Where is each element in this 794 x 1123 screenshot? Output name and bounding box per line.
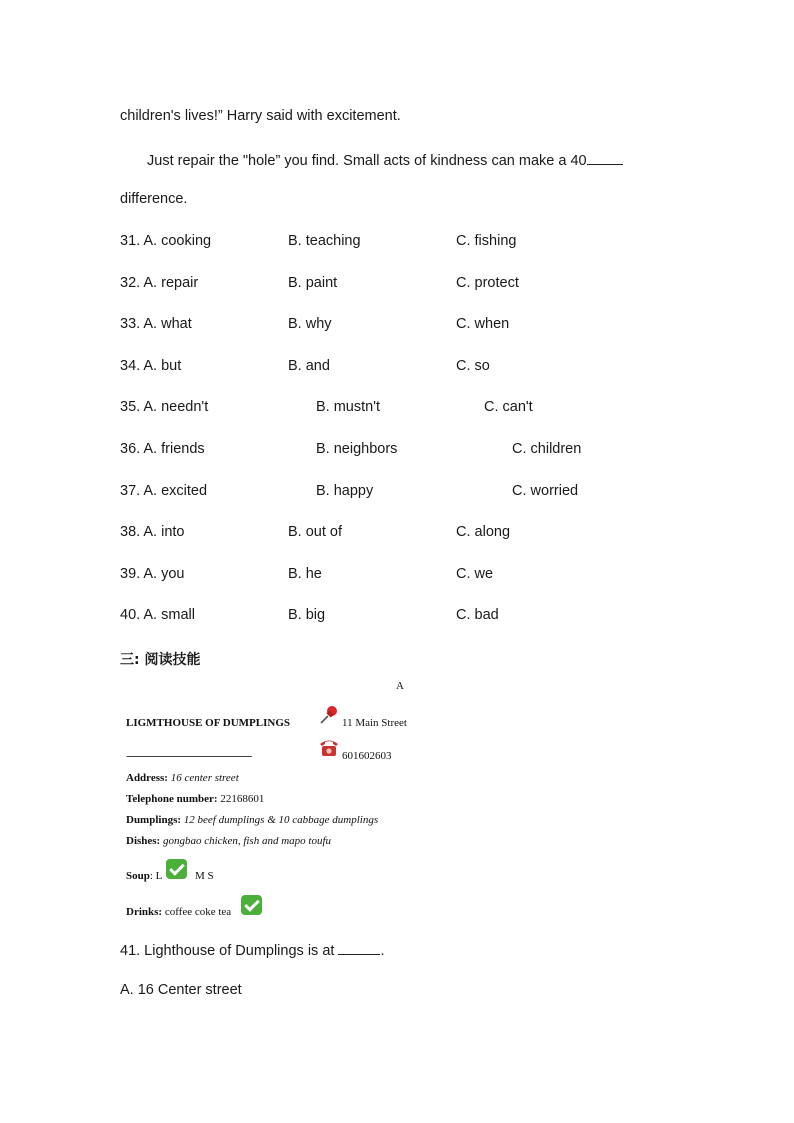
question-38-a: 38. A. into xyxy=(120,524,185,540)
address-label: Address: xyxy=(126,772,168,784)
question-32-b: B. paint xyxy=(288,275,338,291)
question-37-a: 37. A. excited xyxy=(120,483,208,499)
soup-line xyxy=(126,870,162,882)
drinks-label: Drinks: xyxy=(126,906,163,918)
question-35-b: B. mustn't xyxy=(316,399,381,415)
question-41-tail: . xyxy=(380,943,385,959)
dumplings-value: 12 beef dumplings & 10 cabbage dumplings xyxy=(183,814,379,826)
question-31-b: B. teaching xyxy=(288,233,361,249)
menu-letter: A xyxy=(396,680,404,692)
main-street-text: 11 Main Street xyxy=(342,717,407,729)
question-38-c: C. along xyxy=(456,524,511,540)
restaurant-name: LIGMTHOUSE OF DUMPLINGS xyxy=(126,717,290,729)
question-32-c: C. protect xyxy=(456,275,519,291)
question-36-c: C. children xyxy=(512,441,582,457)
phone-number-right: 601602603 xyxy=(342,750,392,762)
question-32-a: 32. A. repair xyxy=(120,275,199,291)
section-title: 三: 阅读技能 xyxy=(120,652,201,668)
drinks-line xyxy=(126,906,231,918)
question-36-a: 36. A. friends xyxy=(120,441,205,457)
question-41-option-a: A. 16 Center street xyxy=(120,982,242,998)
question-34-b: B. and xyxy=(288,358,330,374)
question-36-b: B. neighbors xyxy=(316,441,398,457)
passage-line-3: difference. xyxy=(120,191,188,207)
address-line xyxy=(126,772,239,784)
passage-line-1: children's lives!” Harry said with excitement. xyxy=(120,108,401,124)
telephone-label: Telephone number: xyxy=(126,793,218,805)
drinks-value: coffee coke tea xyxy=(164,906,232,918)
telephone-line xyxy=(126,793,264,805)
dishes-value: gongbao chicken, fish and mapo toufu xyxy=(162,835,332,847)
question-37-c: C. worried xyxy=(512,483,579,499)
telephone-value: 22168601 xyxy=(220,793,265,805)
question-31-c: C. fishing xyxy=(456,233,517,249)
question-40-a: 40. A. small xyxy=(120,607,195,623)
dishes-label: Dishes: xyxy=(126,835,161,847)
question-31-a: 31. A. cooking xyxy=(120,233,212,249)
dumplings-line xyxy=(126,814,378,826)
passage-line-2-text: Just repair the "hole” you find. Small acts of kindness can make a 40 xyxy=(147,153,587,169)
question-34-c: C. so xyxy=(456,358,490,374)
question-39-a: 39. A. you xyxy=(120,566,185,582)
question-41-text: 41. Lighthouse of Dumplings is at xyxy=(120,943,335,959)
passage-line-2 xyxy=(147,150,623,169)
dishes-line xyxy=(126,835,331,847)
question-33-a: 33. A. what xyxy=(120,316,192,332)
question-35-a: 35. A. needn't xyxy=(120,399,209,415)
question-33-b: B. why xyxy=(288,316,332,332)
soup-size-ms: M S xyxy=(195,870,214,882)
answer-blank-40 xyxy=(587,150,623,165)
question-39-c: C. we xyxy=(456,566,494,582)
checkmark-icon xyxy=(166,859,187,879)
answer-blank-41 xyxy=(338,940,380,955)
soup-size-l: : L xyxy=(149,870,163,882)
pushpin-icon xyxy=(318,704,340,726)
question-39-b: B. he xyxy=(288,566,322,582)
dash-divider: ----------------------------------------------- xyxy=(126,750,252,762)
question-33-c: C. when xyxy=(456,316,510,332)
checkmark-icon xyxy=(241,895,262,915)
question-40-b: B. big xyxy=(288,607,326,623)
restaurant-menu-card xyxy=(120,676,420,926)
question-41-stem xyxy=(120,940,384,959)
question-37-b: B. happy xyxy=(316,483,374,499)
soup-label: Soup xyxy=(126,870,150,882)
telephone-icon xyxy=(318,737,340,757)
question-38-b: B. out of xyxy=(288,524,343,540)
question-34-a: 34. A. but xyxy=(120,358,182,374)
address-value: 16 center street xyxy=(170,772,239,784)
question-40-c: C. bad xyxy=(456,607,499,623)
dumplings-label: Dumplings: xyxy=(126,814,182,826)
question-35-c: C. can't xyxy=(484,399,533,415)
